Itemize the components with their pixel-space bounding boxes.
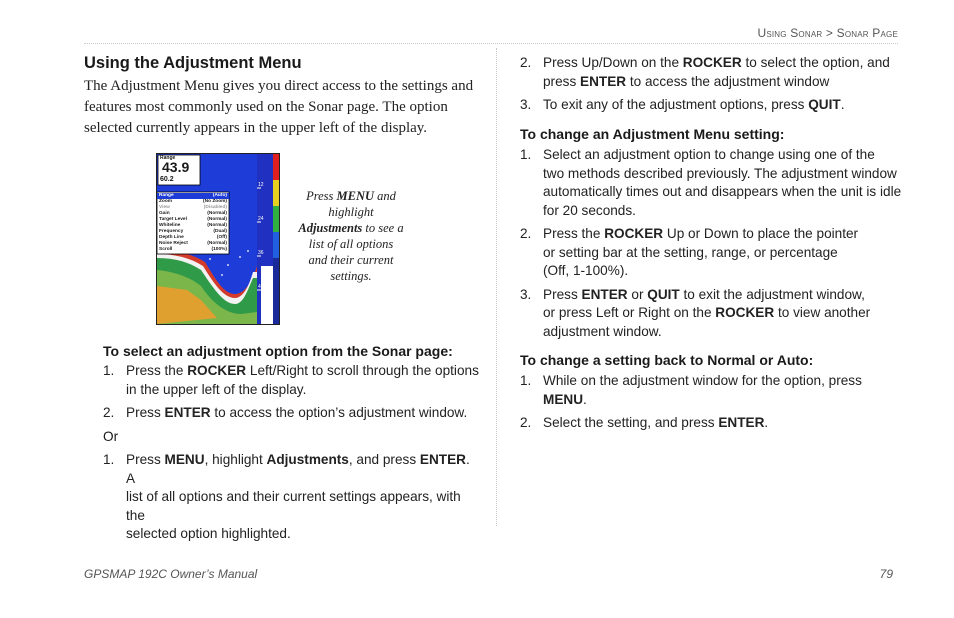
step-text: Select an adjustment option to change using one of the two methods described previously. The adjustment window automatically times out and disappears when the unit is idle for 20 seconds.	[543, 147, 902, 218]
step-text: Press MENU, highlight Adjustments, and press ENTER. A list of all options and their current settings appears, with the selected option highlighted.	[126, 452, 470, 541]
step-number: 2.	[103, 405, 115, 420]
sonar-screen-figure	[156, 153, 280, 325]
adjustment-option-name: Gain	[159, 211, 170, 216]
intro-line: The Adjustment Menu gives you direct access to the settings and	[84, 78, 474, 94]
step-text: Press the ROCKER Up or Down to place the pointer or setting bar at the setting, range, or percentage (Off, 1-100%).	[543, 226, 859, 278]
step-item	[103, 404, 480, 423]
step-number: 3.	[520, 286, 532, 302]
adjustment-option-value: (Normal)	[207, 211, 227, 216]
scale-label: 12	[258, 182, 264, 188]
subheading-select-option: To select an adjustment option from the Sonar page:	[103, 343, 453, 359]
step-number: 2.	[520, 226, 532, 241]
caption-text: and highlight	[328, 189, 396, 219]
or-separator: Or	[103, 429, 119, 444]
adjustment-option-value: (Normal)	[207, 223, 227, 228]
step-item	[520, 286, 904, 342]
adjustment-option-value: (Dual)	[213, 229, 227, 234]
step-number: 2.	[520, 55, 532, 70]
scale-label: 24	[258, 216, 264, 222]
adjustment-option-value: (Normal)	[207, 217, 227, 222]
running-header	[757, 26, 898, 40]
step-number: 1.	[103, 363, 115, 378]
step-item	[520, 414, 904, 433]
footer-page-number: 79	[879, 567, 893, 581]
adjustment-option-name: Noise Reject	[159, 241, 188, 246]
section-title: Using the Adjustment Menu	[84, 54, 302, 72]
adjustment-option-name: Range	[159, 193, 174, 198]
adjustment-option-name: Whiteline	[159, 223, 181, 228]
adjustment-menu-row	[159, 247, 227, 253]
adjustment-option-value: (Normal)	[207, 241, 227, 246]
temperature-readout: 60.2	[160, 176, 174, 183]
step-text: While on the adjustment window for the option, press MENU.	[543, 373, 862, 407]
adjustment-menu-list	[159, 193, 227, 253]
header-section: Using Sonar	[757, 26, 823, 40]
step-text: Press ENTER or QUIT to exit the adjustment window, or press Left or Right on the ROCKER to view another adjustment window.	[543, 286, 871, 339]
intro-line: selected currently appears in the upper left of the display.	[84, 120, 428, 136]
caption-key-menu: MENU	[336, 189, 375, 203]
step-item	[520, 96, 904, 115]
step-item	[520, 372, 904, 409]
step-item	[103, 451, 480, 541]
step-item	[520, 54, 904, 91]
subheading-reset-setting: To change a setting back to Normal or Auto:	[520, 352, 814, 368]
caption-text: Press	[306, 189, 337, 203]
step-text: To exit any of the adjustment options, press QUIT.	[543, 97, 845, 112]
adjustment-option-value: (No Zoom)	[203, 199, 227, 204]
step-item	[103, 362, 480, 399]
footer-manual-title: GPSMAP 192C Owner’s Manual	[84, 567, 258, 581]
step-number: 1.	[520, 147, 532, 162]
intro-line: features most commonly used on the Sonar page. The option	[84, 99, 448, 115]
column-divider	[496, 48, 497, 526]
adjustment-option-name: Depth Line	[159, 235, 184, 240]
adjustment-option-value: (Disabled)	[203, 205, 227, 210]
depth-readout: 43.9	[162, 159, 190, 175]
figure-caption	[298, 188, 404, 284]
step-number: 3.	[520, 97, 532, 112]
step-item	[520, 146, 904, 220]
step-text: Press the ROCKER Left/Right to scroll through the options in the upper left of the display.	[126, 363, 479, 397]
step-text: Press Up/Down on the ROCKER to select the option, and press ENTER to access the adjustment window	[543, 55, 890, 89]
adjustment-option-name: Scroll	[159, 247, 173, 252]
adjustment-option-value: (100%)	[211, 247, 227, 252]
adjustment-option-value: (Off)	[216, 235, 227, 240]
step-item	[520, 225, 904, 281]
step-number: 1.	[103, 452, 115, 467]
adjustment-option-name: Frequency	[159, 229, 184, 234]
adjustment-option-name: Target Level	[159, 217, 187, 222]
scale-label: 36	[258, 250, 264, 256]
header-subsection: Sonar Page	[836, 26, 898, 40]
adjustment-option-value: (Auto)	[212, 193, 227, 198]
caption-text: to see a list of all options and their current settings.	[308, 221, 404, 283]
header-rule	[84, 43, 898, 44]
intro-paragraph	[84, 76, 480, 139]
range-label: Range	[160, 155, 176, 161]
step-number: 2.	[520, 415, 532, 430]
scale-label: 48	[258, 284, 264, 290]
header-separator: >	[822, 26, 837, 40]
adjustment-option-name: View	[159, 205, 170, 210]
step-text: Press ENTER to access the option’s adjustment window.	[126, 405, 468, 420]
step-text: Select the setting, and press ENTER.	[543, 415, 769, 430]
step-number: 1.	[520, 373, 532, 388]
subheading-change-setting: To change an Adjustment Menu setting:	[520, 126, 785, 142]
adjustment-option-name: Zoom	[159, 199, 173, 204]
caption-key-adjustments: Adjustments	[298, 221, 363, 235]
